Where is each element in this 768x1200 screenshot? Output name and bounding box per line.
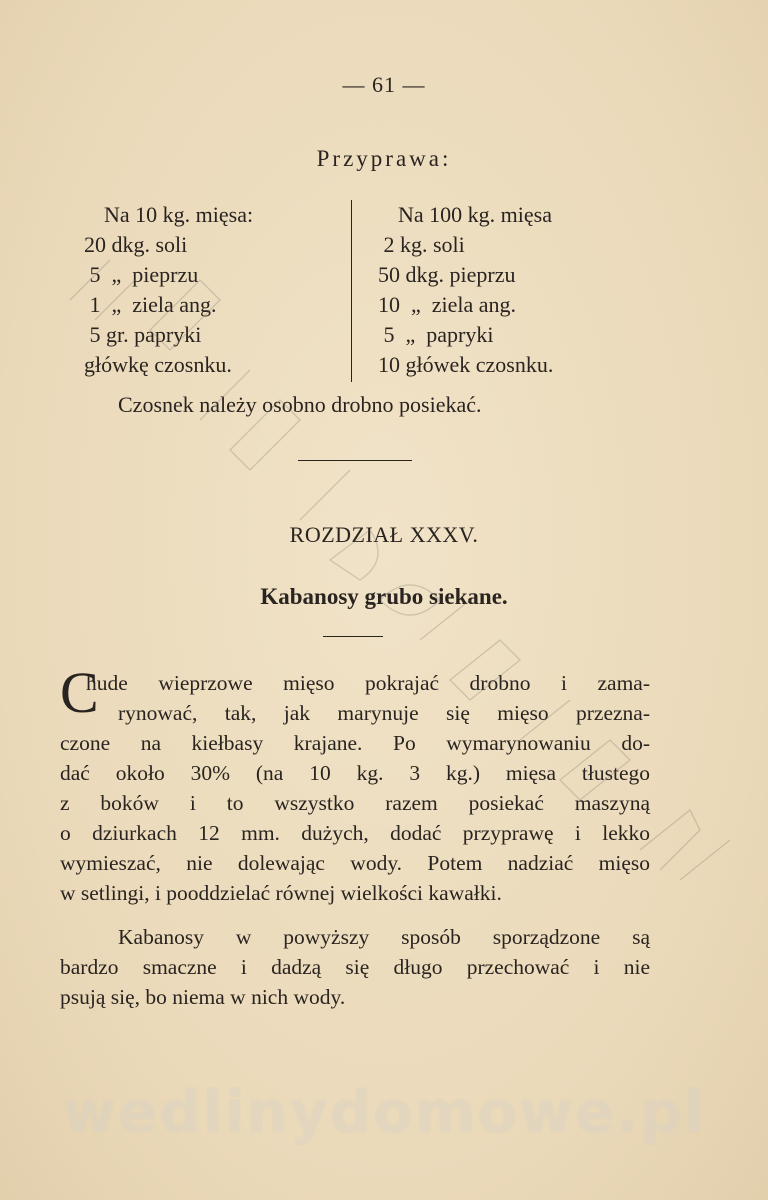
text-line: dać około 30% (na 10 kg. 3 kg.) mięsa tłustego xyxy=(60,761,650,785)
seasoning-row: 5 gr. papryki xyxy=(84,322,202,347)
seasoning-row: 50 dkg. pieprzu xyxy=(378,262,516,287)
drop-cap: C xyxy=(60,660,99,725)
seasoning-row: 20 dkg. soli xyxy=(84,232,188,257)
chapter-heading: ROZDZIAŁ XXXV. xyxy=(289,522,479,547)
recipe-title: Kabanosy grubo siekane. xyxy=(260,584,508,609)
page-number: — 61 — xyxy=(342,72,426,97)
text-line: wymieszać, nie dolewając wody. Potem nadziać mięso xyxy=(60,851,650,875)
text-line: w setlingi, i pooddzielać równej wielkości kawałki. xyxy=(60,881,502,905)
seasoning-row: 5 „ papryki xyxy=(378,322,494,347)
site-watermark: wedlinydomowe.pl xyxy=(62,1078,706,1146)
seasoning-row: 1 „ ziela ang. xyxy=(84,292,217,317)
section-label: Przyprawa: xyxy=(316,146,452,171)
seasoning-row: główkę czosnku. xyxy=(84,352,232,377)
seasoning-row: 2 kg. soli xyxy=(378,232,465,257)
text-line: z boków i to wszystko razem posiekać maszyną xyxy=(60,791,650,815)
seasoning-row: 10 „ ziela ang. xyxy=(378,292,517,317)
garlic-note: Czosnek należy osobno drobno posiekać. xyxy=(118,392,482,417)
column-heading: Na 10 kg. mięsa: xyxy=(104,202,254,227)
text-line: psują się, bo niema w nich wody. xyxy=(60,985,346,1009)
text-line: rynować, tak, jak marynuje się mięso przezna- xyxy=(118,701,650,725)
text-line: czone na kiełbasy krajane. Po wymarynowaniu do- xyxy=(60,731,650,755)
column-heading: Na 100 kg. mięsa xyxy=(398,202,552,227)
text-line: Kabanosy w powyższy sposób sporządzone są xyxy=(118,925,650,949)
text-line: o dziurkach 12 mm. dużych, dodać przyprawę i lekko xyxy=(60,821,650,845)
seasoning-row: 10 główek czosnku. xyxy=(378,352,554,377)
seasoning-row: 5 „ pieprzu xyxy=(84,262,199,287)
text-line: hude wieprzowe mięso pokrajać drobno i zama- xyxy=(86,671,650,695)
text-line: bardzo smaczne i dadzą się długo przechować i nie xyxy=(60,955,650,979)
